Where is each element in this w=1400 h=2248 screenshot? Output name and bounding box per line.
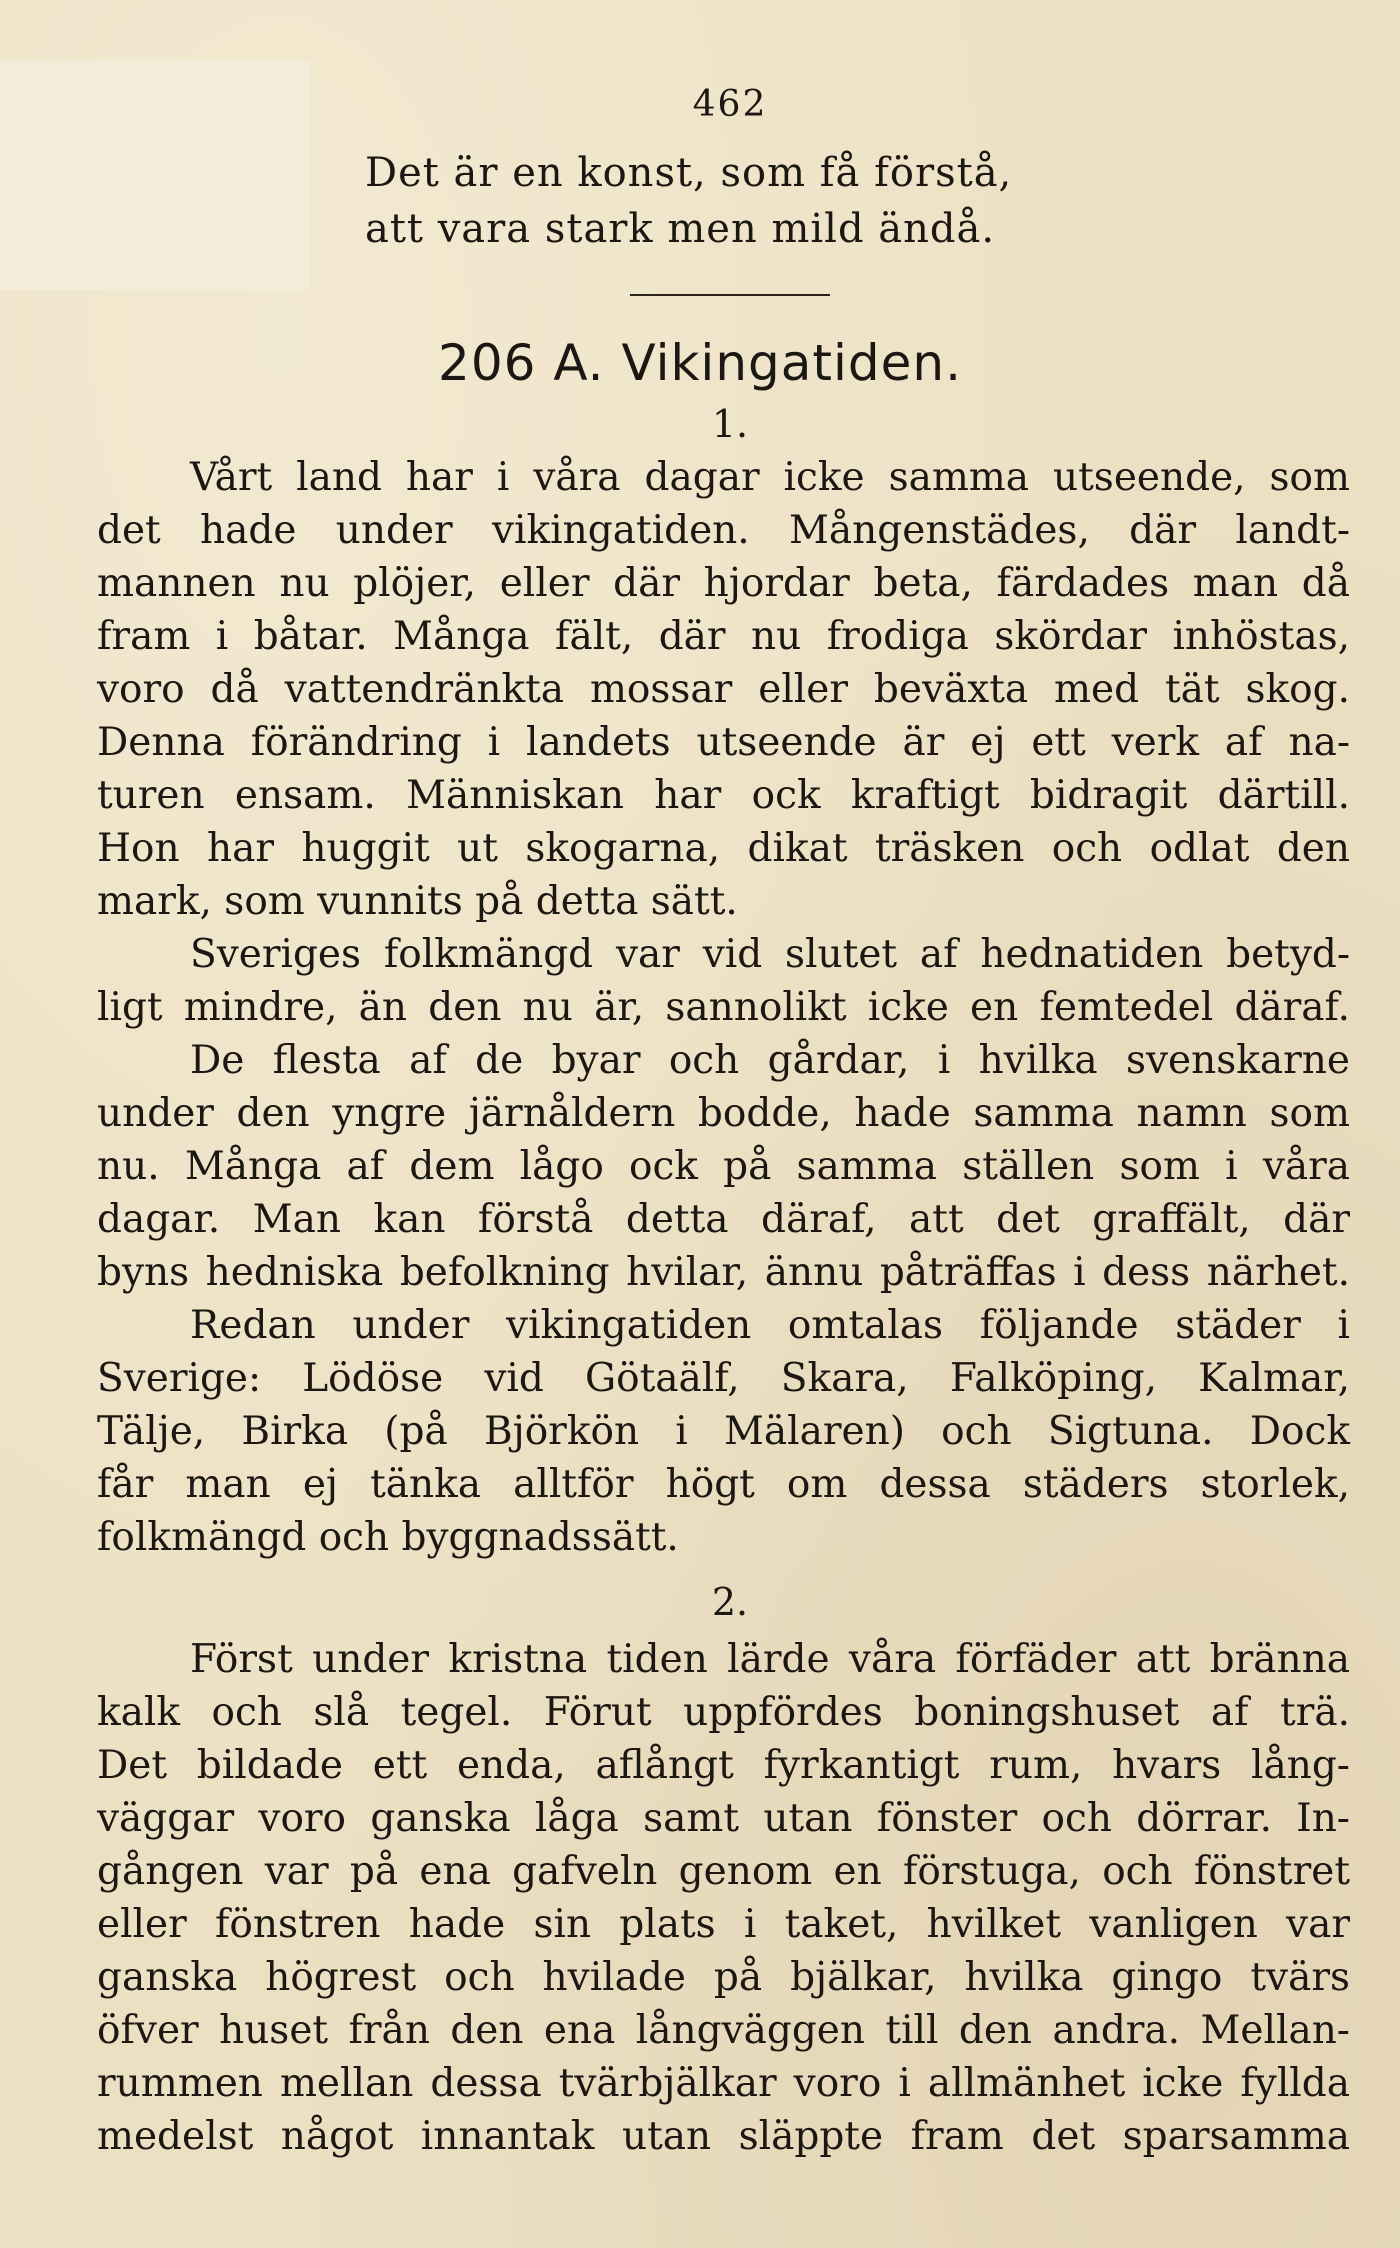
text-line: eller fönstren hade sin plats i taket, hvilket vanligen var bbox=[97, 1902, 1350, 1947]
text-line: medelst något innantak utan släppte fram det sparsamma bbox=[97, 2114, 1350, 2159]
text-line: folkmängd och byggnadssätt. bbox=[97, 1515, 679, 1560]
text-line: Tälje, Birka (på Björkön i Mälaren) och Sigtuna. Dock bbox=[97, 1409, 1350, 1454]
text-line: Det bildade ett enda, aflångt fyrkantigt rum, hvars lång- bbox=[97, 1743, 1350, 1788]
text-line: öfver huset från den ena långväggen till den andra. Mellan- bbox=[97, 2008, 1350, 2053]
verse-line-2: att vara stark men mild ändå. bbox=[365, 206, 996, 252]
text-line: rummen mellan dessa tvärbjälkar voro i allmänhet icke fyllda bbox=[97, 2061, 1350, 2106]
text-line: ganska högrest och hvilade på bjälkar, hvilka gingo tvärs bbox=[97, 1955, 1350, 2000]
text-line: De flesta af de byar och gårdar, i hvilka svenskarne bbox=[190, 1038, 1350, 1083]
text-line: gången var på ena gafveln genom en förstuga, och fönstret bbox=[97, 1849, 1350, 1894]
text-line: mannen nu plöjer, eller där hjordar beta, färdades man då bbox=[97, 561, 1350, 606]
divider-rule bbox=[630, 294, 830, 296]
text-line: nu. Många af dem lågo ock på samma ställen som i våra bbox=[97, 1144, 1350, 1189]
text-line: Sveriges folkmängd var vid slutet af hednatiden betyd- bbox=[190, 932, 1350, 977]
text-line: fram i båtar. Många fält, där nu frodiga skördar inhöstas, bbox=[97, 614, 1350, 659]
text-line: det hade under vikingatiden. Mångenstädes, där landt- bbox=[97, 508, 1350, 553]
section-number-2: 2. bbox=[711, 1580, 749, 1624]
text-line: kalk och slå tegel. Förut uppfördes boningshuset af trä. bbox=[97, 1690, 1350, 1735]
chapter-heading: 206 A. Vikingatiden. bbox=[438, 334, 962, 392]
text-line: Sverige: Lödöse vid Götaälf, Skara, Falköping, Kalmar, bbox=[97, 1356, 1350, 1401]
text-line: Redan under vikingatiden omtalas följande städer i bbox=[190, 1303, 1350, 1348]
text-line: voro då vattendränkta mossar eller beväxta med tät skog. bbox=[97, 667, 1350, 712]
section-number-1: 1. bbox=[711, 402, 749, 446]
text-line: dagar. Man kan förstå detta däraf, att det graffält, där bbox=[97, 1197, 1350, 1242]
text-line: får man ej tänka alltför högt om dessa städers storlek, bbox=[97, 1462, 1350, 1507]
text-line: mark, som vunnits på detta sätt. bbox=[97, 879, 738, 924]
text-line: turen ensam. Människan har ock kraftigt bidragit därtill. bbox=[97, 773, 1350, 818]
text-line: Hon har huggit ut skogarna, dikat träsken och odlat den bbox=[97, 826, 1350, 871]
text-line: under den yngre järnåldern bodde, hade samma namn som bbox=[97, 1091, 1350, 1136]
page-number: 462 bbox=[692, 84, 768, 125]
text-line: Vårt land har i våra dagar icke samma utseende, som bbox=[190, 455, 1350, 500]
text-line: Denna förändring i landets utseende är ej ett verk af na- bbox=[97, 720, 1350, 765]
text-line: ligt mindre, än den nu är, sannolikt icke en femtedel däraf. bbox=[97, 985, 1350, 1030]
text-line: byns hedniska befolkning hvilar, ännu påträffas i dess närhet. bbox=[97, 1250, 1350, 1295]
text-line: väggar voro ganska låga samt utan fönster och dörrar. In- bbox=[97, 1796, 1350, 1841]
verse-line-1: Det är en konst, som få förstå, bbox=[365, 150, 1013, 196]
text-line: Först under kristna tiden lärde våra förfäder att bränna bbox=[190, 1637, 1350, 1682]
